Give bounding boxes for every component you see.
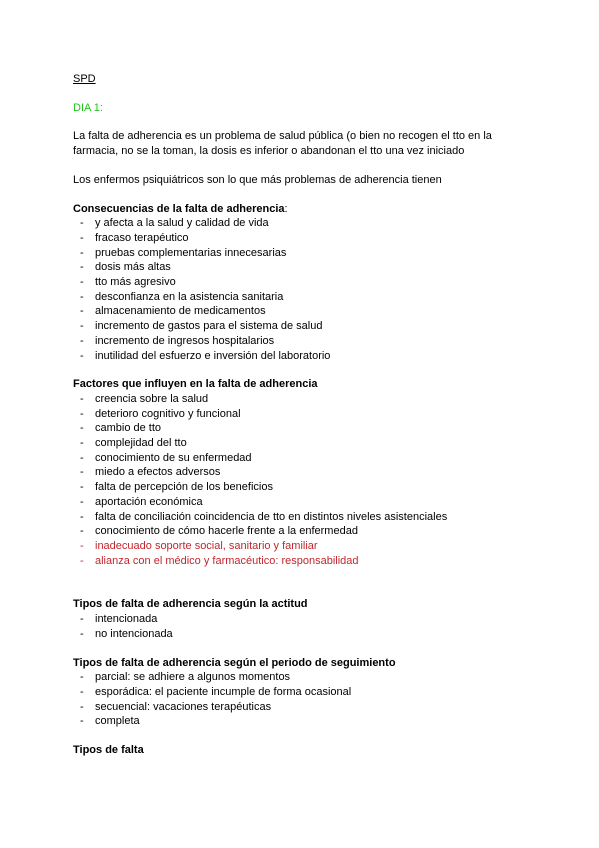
list-item: - creencia sobre la salud xyxy=(73,392,513,407)
list-item: - tto más agresivo xyxy=(73,275,513,290)
list-item-highlighted: - alianza con el médico y farmacéutico: responsabilidad xyxy=(73,554,513,569)
list-item: - deterioro cognitivo y funcional xyxy=(73,407,513,422)
list-item: - aportación económica xyxy=(73,495,513,510)
list-factores xyxy=(73,392,513,568)
section-heading-seguimiento: Tipos de falta de adherencia según el periodo de seguimiento xyxy=(73,656,396,669)
list-item: - falta de percepción de los beneficios xyxy=(73,480,513,495)
section-heading-factores: Factores que influyen en la falta de adherencia xyxy=(73,378,318,391)
heading-colon: : xyxy=(284,202,288,215)
list-item: - fracaso terapéutico xyxy=(73,231,513,246)
document-title: SPD xyxy=(73,73,96,85)
day-label: DIA 1: xyxy=(73,101,103,114)
list-item: - conocimiento de cómo hacerle frente a la enfermedad xyxy=(73,524,513,539)
list-item: - incremento de ingresos hospitalarios xyxy=(73,334,513,349)
list-consecuencias xyxy=(73,216,513,363)
list-item: - inutilidad del esfuerzo e inversión del laboratorio xyxy=(73,349,513,364)
list-item: - falta de conciliación coincidencia de tto en distintos niveles asistenciales xyxy=(73,510,513,525)
heading-text: Consecuencias de la falta de adherencia xyxy=(73,202,285,215)
list-item: - desconfianza en la asistencia sanitaria xyxy=(73,290,513,305)
list-item: - esporádica: el paciente incumple de forma ocasional xyxy=(73,685,513,700)
list-item: - complejidad del tto xyxy=(73,436,513,451)
section-heading-actitud: Tipos de falta de adherencia según la actitud xyxy=(73,598,308,611)
section-heading-tipos: Tipos de falta xyxy=(73,744,144,757)
document-page xyxy=(73,72,513,758)
list-actitud xyxy=(73,612,513,641)
list-item: - almacenamiento de medicamentos xyxy=(73,304,513,319)
list-item: - intencionada xyxy=(73,612,513,627)
list-item: - pruebas complementarias innecesarias xyxy=(73,246,513,261)
list-item: - secuencial: vacaciones terapéuticas xyxy=(73,700,513,715)
list-item: - incremento de gastos para el sistema de salud xyxy=(73,319,513,334)
list-item: - dosis más altas xyxy=(73,260,513,275)
list-item: - miedo a efectos adversos xyxy=(73,465,513,480)
list-item-highlighted: - inadecuado soporte social, sanitario y familiar xyxy=(73,539,513,554)
list-item: - parcial: se adhiere a algunos momentos xyxy=(73,670,513,685)
list-item: - no intencionada xyxy=(73,627,513,642)
list-item: - cambio de tto xyxy=(73,421,513,436)
section-heading-consecuencias xyxy=(73,202,513,217)
psychiatric-note: Los enfermos psiquiátricos son lo que más problemas de adherencia tienen xyxy=(73,173,442,186)
list-item: - completa xyxy=(73,714,513,729)
intro-paragraph: La falta de adherencia es un problema de salud pública (o bien no recogen el tto en la farmacia, no se la toman, la dosis es inferior o abandonan el tto una vez iniciado xyxy=(73,130,492,158)
list-item: - conocimiento de su enfermedad xyxy=(73,451,513,466)
list-seguimiento xyxy=(73,670,513,729)
list-item: - y afecta a la salud y calidad de vida xyxy=(73,216,513,231)
